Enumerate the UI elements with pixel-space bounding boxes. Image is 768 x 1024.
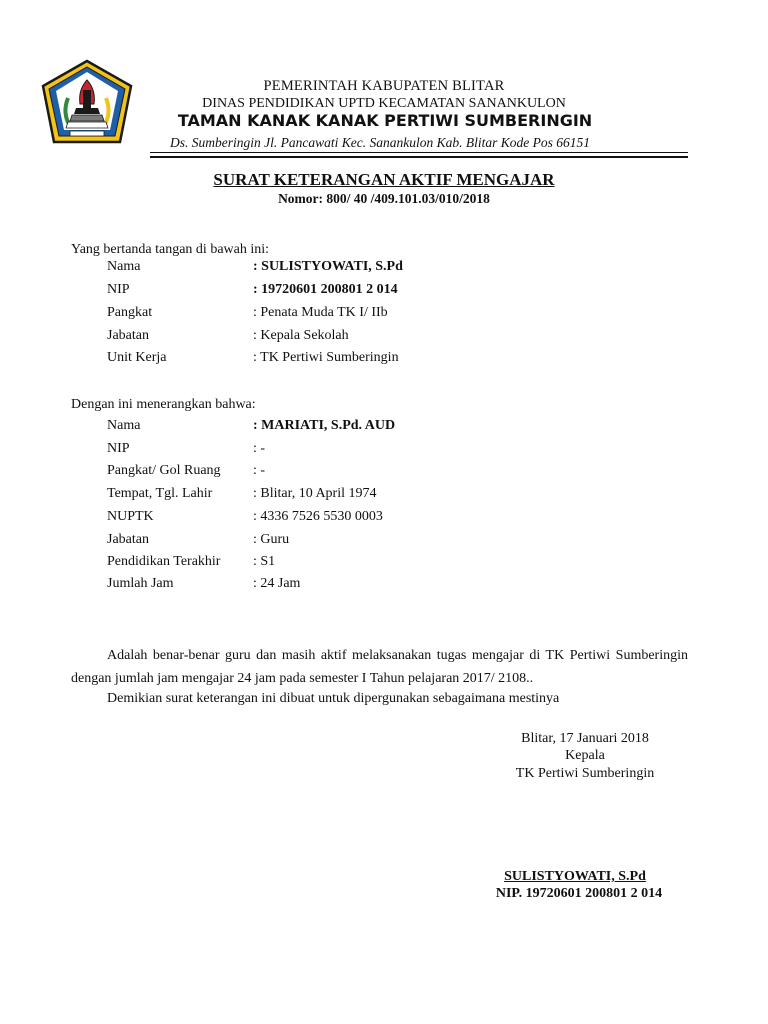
- signature-nip: [484, 886, 674, 902]
- subject-nuptk-label: NUPTK: [107, 509, 154, 524]
- subject-birth-label: Tempat, Tgl. Lahir: [107, 486, 213, 501]
- subject-nip-value: : -: [253, 441, 266, 456]
- subject-education-value: : S1: [253, 554, 276, 569]
- subject-position-label: Jabatan: [107, 532, 149, 547]
- signer-rank-value: : Penata Muda TK I/ IIb: [253, 305, 388, 320]
- signature-name: [480, 869, 670, 885]
- subject-nuptk-value: : 4336 7526 5530 0003: [253, 509, 383, 524]
- document-number: Nomor: 800/ 40 /409.101.03/010/2018: [278, 191, 490, 206]
- header-government: PEMERINTAH KABUPATEN BLITAR: [263, 78, 505, 94]
- document-title-text: SURAT KETERANGAN AKTIF MENGAJAR: [213, 170, 555, 189]
- header-address: Ds. Sumberingin Jl. Pancawati Kec. Sanankulon Kab. Blitar Kode Pos 66151: [170, 135, 590, 150]
- subject-education-label: Pendidikan Terakhir: [107, 554, 221, 569]
- header-school-name: TAMAN KANAK KANAK PERTIWI SUMBERINGIN: [177, 111, 593, 130]
- subject-name-label: Nama: [107, 418, 141, 433]
- signer-nip-label: NIP: [107, 282, 130, 297]
- signature-institution: TK Pertiwi Sumberingin: [515, 766, 655, 781]
- subject-name-value: : MARIATI, S.Pd. AUD: [253, 418, 396, 433]
- statement-paragraph: Adalah benar-benar guru dan masih aktif melaksanakan tugas mengajar di TK Pertiwi Sumberingin dengan jumlah jam mengajar 24 jam pada semester I Tahun pelajaran 2017/ 2108..: [71, 648, 688, 686]
- signer-unit-label: Unit Kerja: [107, 350, 167, 365]
- subject-rank-value: : -: [253, 463, 266, 478]
- header-department: DINAS PENDIDIKAN UPTD KECAMATAN SANANKULON: [202, 96, 566, 111]
- signer-intro: Yang bertanda tangan di bawah ini:: [71, 242, 270, 257]
- signature-nip-value: . 19720601 200801 2 014: [518, 886, 663, 901]
- signer-rank-label: Pangkat: [107, 305, 153, 320]
- subject-rank-label: Pangkat/ Gol Ruang: [107, 463, 221, 478]
- signer-name-value: : SULISTYOWATI, S.Pd: [253, 259, 403, 274]
- subject-nip-label: NIP: [107, 441, 130, 456]
- signature-place-date: Blitar, 17 Januari 2018: [521, 731, 649, 746]
- subject-hours-value: : 24 Jam: [253, 576, 301, 591]
- signer-name-label: Nama: [107, 259, 141, 274]
- header-divider-thin: [150, 152, 688, 153]
- header-divider-thick: [150, 156, 688, 158]
- signature-position: Kepala: [565, 748, 605, 763]
- subject-birth-value: : Blitar, 10 April 1974: [253, 486, 377, 501]
- signer-position-value: : Kepala Sekolah: [253, 328, 349, 343]
- document-title: [0, 170, 768, 190]
- closing-paragraph: Demikian surat keterangan ini dibuat untuk dipergunakan sebagaimana mestinya: [107, 691, 560, 706]
- signer-nip-value: : 19720601 200801 2 014: [253, 282, 398, 297]
- signature-nip-label: NIP: [495, 886, 519, 901]
- subject-hours-label: Jumlah Jam: [107, 576, 174, 591]
- signature-name-text: SULISTYOWATI, S.Pd: [504, 869, 646, 884]
- subject-intro: Dengan ini menerangkan bahwa:: [71, 397, 256, 412]
- signer-unit-value: : TK Pertiwi Sumberingin: [253, 350, 399, 365]
- signer-position-label: Jabatan: [107, 328, 149, 343]
- subject-position-value: : Guru: [253, 532, 290, 547]
